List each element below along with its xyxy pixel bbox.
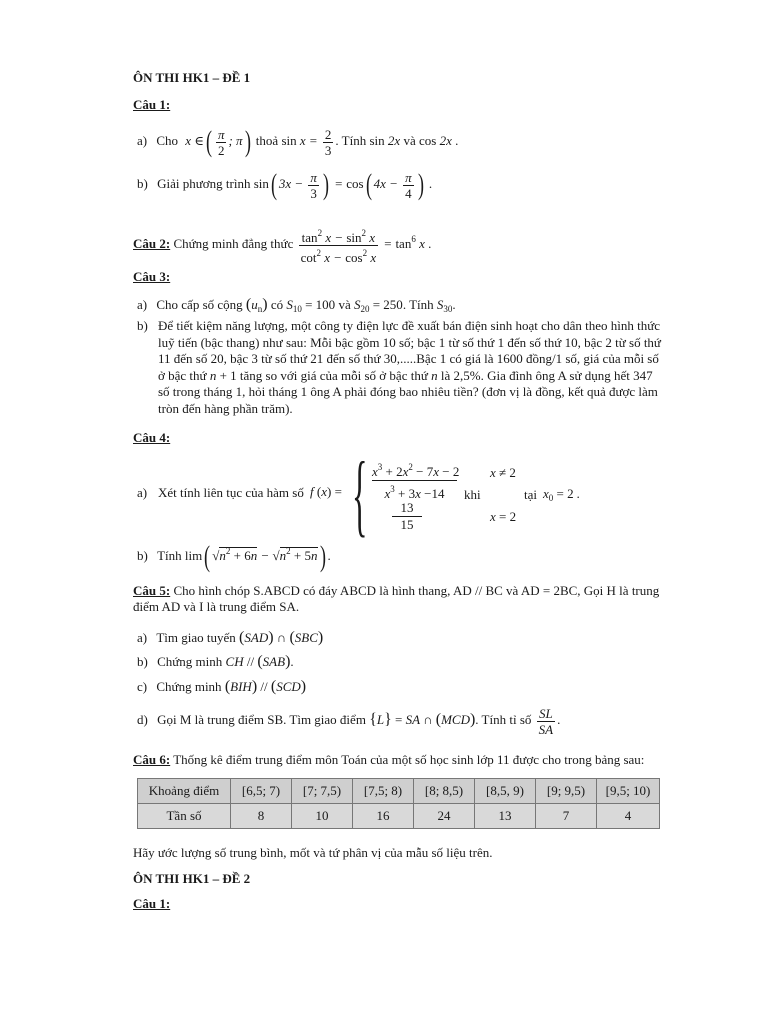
table-cell: 10: [292, 804, 353, 829]
exam-title: ÔN THI HK1 – ĐỀ 1: [133, 70, 251, 85]
q4a-text1: Xét tính liên tục của hàm số: [158, 485, 304, 500]
q5a-text: Tìm giao tuyến: [156, 630, 236, 645]
q5c-prefix: c): [137, 679, 148, 694]
q4a-x0: $x_0 = 2$ .: [543, 486, 581, 503]
table-cell: 24: [414, 804, 475, 829]
exam-title-2: ÔN THI HK1 – ĐỀ 2: [133, 871, 251, 886]
q4-label: Câu 4:: [133, 430, 171, 445]
q1-label: Câu 1:: [133, 97, 171, 112]
table-header-cell: [9; 9,5): [536, 779, 597, 804]
q4a-cond1: x ≠ 2: [490, 465, 516, 480]
q3b-paragraph: [158, 318, 663, 417]
q3b-n: n: [431, 367, 438, 383]
q3b-line4b: tăng so với giá của mỗi số ở bậc thứ: [239, 367, 428, 383]
q1a-prefix: a): [137, 133, 148, 148]
table-header-cell: [8; 8,5): [414, 779, 475, 804]
q5b-prefix: b): [137, 654, 148, 669]
q4a-brace: {: [352, 443, 368, 545]
q3a-text2: có: [270, 297, 284, 312]
q3b-line6: tròn đến hàng phần trăm).: [158, 400, 293, 416]
q4b-prefix: b): [137, 548, 148, 563]
table-header-row: [138, 779, 660, 804]
q3a-text3: và: [338, 297, 351, 312]
q1a-cos2x: cos 2x: [418, 133, 452, 148]
q3a-prefix: a): [137, 297, 148, 312]
q4a-tai: tại: [524, 487, 537, 502]
q1a-text3: . Tính: [335, 133, 367, 148]
q3b-line3: 11 đến số 20, bậc 3 từ số thứ 21 đến số thứ 30,.....Bậc 1 có giá là 1600 đồng/1 số, giá của mỗi số: [158, 351, 659, 366]
q4a-piece2: 13 15: [392, 500, 422, 533]
q1a-text4: và: [403, 133, 416, 148]
q5d-ratio: $\frac{SL}{SA}$: [538, 705, 554, 737]
q5a-line: [137, 626, 323, 650]
q2-line: Câu 2: Chứng minh đẳng thức $\frac{\tan^2 x - \sin^2 x}{\cot^2 x - \cos^2 x}$ = $\tan^6 x$ .: [133, 227, 432, 265]
q5c-text: Chứng minh: [156, 679, 222, 694]
q3b-line2: luỹ tiến (bậc thang) như sau: Mỗi bậc gồm 10 số; bậc 1 từ số thứ 1 đến số thứ 10, bậc 2 từ số thứ: [158, 334, 661, 350]
q4b-line: b) Tính lim( $√n^2 + 6n - √n^2 + 5n$) .: [137, 540, 331, 574]
q6-line: [133, 752, 644, 768]
q3b-line1: Để tiết kiệm năng lượng, một công ty điện lực đề xuất bán điện sinh hoạt cho dân theo hình thức: [158, 318, 661, 333]
table-header-cell: [9,5; 10): [597, 779, 660, 804]
q3b-line4a: ở bậc thứ: [158, 367, 207, 383]
table-cell: 13: [475, 804, 536, 829]
q5d-text1: Gọi M là trung điểm SB. Tìm giao điểm: [157, 712, 366, 727]
q5a-formula: (SAD) ∩ (SBC): [239, 629, 324, 646]
q4b-text: Tính: [157, 548, 182, 563]
q4a-cond2: x = 2: [490, 509, 517, 524]
q3b-prefix: b): [137, 318, 148, 333]
table-row: [138, 804, 660, 829]
q3b-line4c: là 2,5%. Gia đình ông A sử dụng hết 347: [440, 367, 653, 383]
q3a-s30: $S_{30}$: [436, 297, 453, 314]
q4a-piece1: $x^3 + 2x^2 - 7x - 2$ $x^3 + 3x -14$: [372, 459, 457, 502]
table-cell: 7: [536, 804, 597, 829]
q2-text: Chứng minh đẳng thức: [173, 236, 294, 251]
q1b-prefix: b): [137, 176, 148, 191]
q3-label: Câu 3:: [133, 269, 171, 284]
q1a-sin2x: sin 2x: [369, 133, 401, 148]
table-header-cell: [8,5, 9): [475, 779, 536, 804]
table-header-cell: [7; 7,5): [292, 779, 353, 804]
q1b-equation: sin( 3x − $\frac{\pi}{3}$ ) = cos( 4x − $\frac{\pi}{4}$ ): [253, 168, 424, 202]
q3a-s10: $S_{10} = 100$: [286, 297, 336, 314]
q5c-formula: (BIH) // (SCD): [224, 678, 307, 695]
q3a-text1: Cho cấp số cộng: [156, 297, 243, 312]
q3a-text4: . Tính: [402, 297, 434, 312]
q5c-line: [137, 675, 306, 699]
q1b-line: b) Giải phương trình sin( 3x − $\frac{\pi}{3}$ ) = cos( 4x − $\frac{\pi}{4}$ ) .: [137, 168, 433, 202]
q4a-fx: f (x) =: [310, 484, 342, 499]
q4b-limit: lim( $√n^2 + 6n - √n^2 + 5n$): [184, 540, 326, 574]
q6-label: Câu 6:: [133, 752, 171, 767]
q1a-text1: Cho: [156, 133, 179, 148]
q3a-line: a) Cho cấp số cộng $(u_n)$ có $S_{10} = 100$ và $S_{20} = 250$. Tính $S_{30}$.: [137, 296, 456, 314]
q5b-line: b) Chứng minh CH // (SAB).: [137, 653, 294, 670]
q1a-line: a) Cho x ∈( $\frac{\pi}{2}$ ; π) thoả sin x = $\frac{2}{3}$ . Tính sin 2x và cos 2x .: [137, 125, 459, 159]
q5d-text2: . Tính tỉ số: [475, 712, 532, 727]
q3a-s20: $S_{20} = 250$: [353, 297, 403, 314]
q5b-formula: CH // (SAB): [225, 653, 291, 670]
q5d-prefix: d): [137, 712, 148, 727]
q5b-text: Chứng minh: [157, 654, 223, 669]
table-header-cell: [6,5; 7): [231, 779, 292, 804]
q5d-line: d) Gọi M là trung điểm SB. Tìm giao điểm {L} = SA ∩ (MCD). Tính tỉ số $\frac{SL}{SA}$ .: [137, 705, 561, 737]
table-header-cell: Khoảng điểm: [138, 779, 231, 804]
table-cell: 16: [353, 804, 414, 829]
q1a-formula: x ∈( $\frac{\pi}{2}$ ; π): [185, 125, 251, 159]
table-header-cell: [7,5; 8): [353, 779, 414, 804]
q3b-nplus1: n + 1: [209, 367, 237, 383]
q5-label: Câu 5:: [133, 583, 171, 598]
q1b-text: Giải phương trình: [157, 176, 251, 191]
q5-line1: [133, 583, 659, 599]
frequency-table: [137, 778, 660, 829]
q3b-line4: [158, 368, 663, 385]
q5d-formula: {L} = SA ∩ (MCD): [369, 711, 476, 728]
q6-text: Thống kê điểm trung điểm môn Toán của một số học sinh lớp 11 được cho trong bảng sau:: [173, 752, 645, 767]
q5-text1: Cho hình chóp S.ABCD có đáy ABCD là hình thang, AD // BC và AD = 2BC, Gọi H là trung: [173, 583, 660, 598]
q2-identity: $\frac{\tan^2 x - \sin^2 x}{\cot^2 x - \cos^2 x}$ = $\tan^6 x$: [300, 227, 425, 265]
q4a-khi: khi: [464, 487, 481, 502]
table-cell: 8: [231, 804, 292, 829]
table-cell: Tần số: [138, 804, 231, 829]
q4a-prefix: a): [137, 485, 148, 500]
q1b-label: Câu 1:: [133, 896, 171, 911]
q5-text2: điểm AD và I là trung điểm SA.: [133, 599, 300, 614]
table-cell: 4: [597, 804, 660, 829]
q3b-line5: số trong tháng 1, hỏi tháng 1 ông A phải đóng bao nhiêu tiền? (đơn vị là đồng, kết quả được làm: [158, 384, 658, 399]
q2-label: Câu 2:: [133, 236, 171, 251]
q1a-text2: thoả: [255, 133, 279, 148]
q1a-condition: sin x = $\frac{2}{3}$: [281, 126, 332, 158]
q3a-sequence: $(u_n)$: [245, 296, 268, 314]
q5a-prefix: a): [137, 630, 148, 645]
q6-after: Hãy ước lượng số trung bình, mốt và tứ phân vị của mẫu số liệu trên.: [133, 845, 493, 860]
